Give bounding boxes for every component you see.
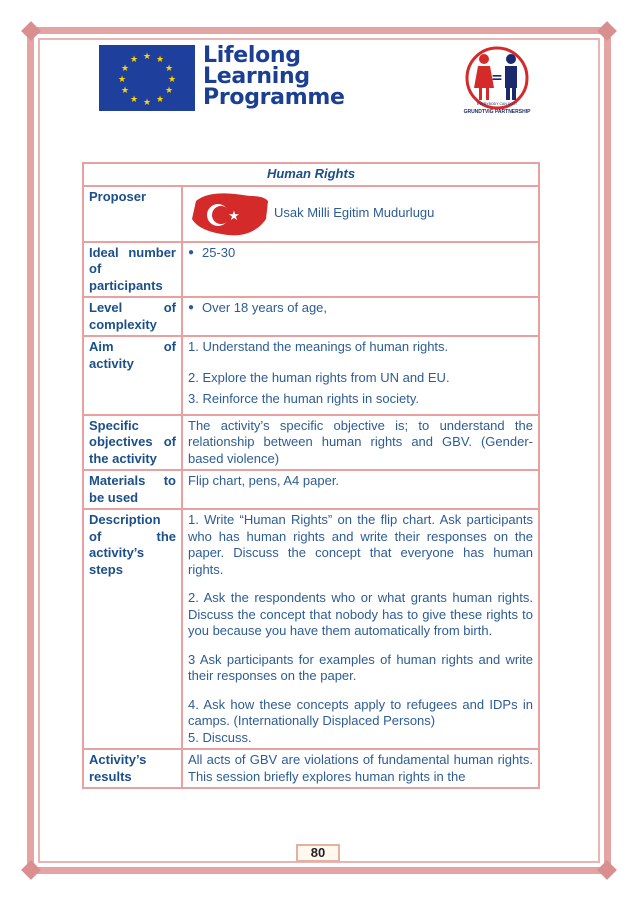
row-label: Materials to be used — [83, 470, 182, 509]
row-label: Specific objectives of the activity — [83, 415, 182, 471]
aim-item: 1. Understand the meanings of human rights. — [188, 339, 449, 354]
table-row-proposer — [83, 186, 539, 242]
aim-item: 3. Reinforce the human rights in society. — [188, 391, 419, 406]
step-item: 5. Discuss. — [188, 729, 252, 745]
svg-text:=: = — [491, 70, 503, 86]
svg-text:★: ★ — [155, 55, 165, 65]
participants-value: 25-30 — [202, 244, 236, 260]
programme-line-1: Lifelong — [203, 43, 301, 68]
table-row-aim — [83, 336, 539, 415]
svg-text:★: ★ — [129, 95, 139, 105]
row-label: Proposer — [83, 186, 182, 242]
table-row-complexity — [83, 297, 539, 336]
objectives-value: The activity’s specific objective is; to understand the relationship between human rights and GBV. (Gender-based violence) — [182, 415, 539, 471]
page-number: 80 — [296, 844, 340, 862]
svg-text:★: ★ — [120, 64, 130, 74]
table-row-objectives — [83, 415, 539, 471]
svg-text:★: ★ — [164, 86, 174, 96]
activity-table — [82, 162, 540, 789]
lifelong-learning-logo — [99, 43, 345, 113]
svg-text:★: ★ — [129, 55, 139, 65]
programme-line-2: Learning — [203, 64, 310, 89]
step-item: 4. Ask how these concepts apply to refugees and IDPs in camps. (Internationally Displaced Persons) — [188, 696, 533, 728]
row-label: Aim of activity — [83, 336, 182, 415]
materials-value: Flip chart, pens, A4 paper. — [182, 470, 539, 509]
turkey-flag-icon — [188, 189, 270, 239]
row-label: Description of the activity’s steps — [83, 509, 182, 749]
row-label: Activity’s results — [83, 749, 182, 788]
svg-text:★: ★ — [117, 75, 127, 85]
step-item: 3 Ask participants for examples of human rights and write their responses on the paper. — [188, 651, 533, 683]
partnership-caption: GRUNDTVIG PARTNERSHIP — [463, 109, 531, 115]
svg-text:★: ★ — [228, 208, 240, 224]
step-item: 1. Write “Human Rights” on the flip chart. Ask participants who has human rights and write their responses on the paper. Discuss the concept that everyone has human rights. — [188, 512, 533, 577]
partnership-tagline: EVERYBODY CAN DO IT — [476, 102, 518, 106]
svg-text:★: ★ — [142, 52, 152, 62]
proposer-name: Usak Milli Egitim Mudurlugu — [274, 205, 435, 221]
svg-text:★: ★ — [120, 86, 130, 96]
step-item: 2. Ask the respondents who or what grants human rights. Discuss the concept that nobody has to give these rights to you because you have them automatically from birth. — [188, 590, 533, 638]
document-title: Human Rights — [83, 163, 539, 186]
row-label: Ideal number of participants — [83, 242, 182, 298]
bullet-icon: ● — [188, 302, 195, 313]
programme-name — [203, 45, 345, 108]
grundtvig-partnership-logo — [461, 46, 533, 118]
table-row-materials — [83, 470, 539, 509]
eu-flag-icon — [99, 45, 195, 111]
results-value: All acts of GBV are violations of fundamental human rights. This session briefly explores human rights in the — [182, 749, 539, 788]
table-row-results — [83, 749, 539, 788]
aim-item: 2. Explore the human rights from UN and EU. — [188, 369, 450, 385]
svg-text:★: ★ — [167, 75, 177, 85]
svg-text:★: ★ — [155, 95, 165, 105]
table-row-participants — [83, 242, 539, 298]
svg-text:★: ★ — [142, 98, 152, 108]
programme-line-3: Programme — [203, 85, 345, 110]
table-row-description — [83, 509, 539, 749]
svg-text:★: ★ — [164, 64, 174, 74]
row-label: Level of complexity — [83, 297, 182, 336]
complexity-value: Over 18 years of age, — [202, 300, 328, 315]
bullet-icon: ● — [188, 246, 195, 258]
